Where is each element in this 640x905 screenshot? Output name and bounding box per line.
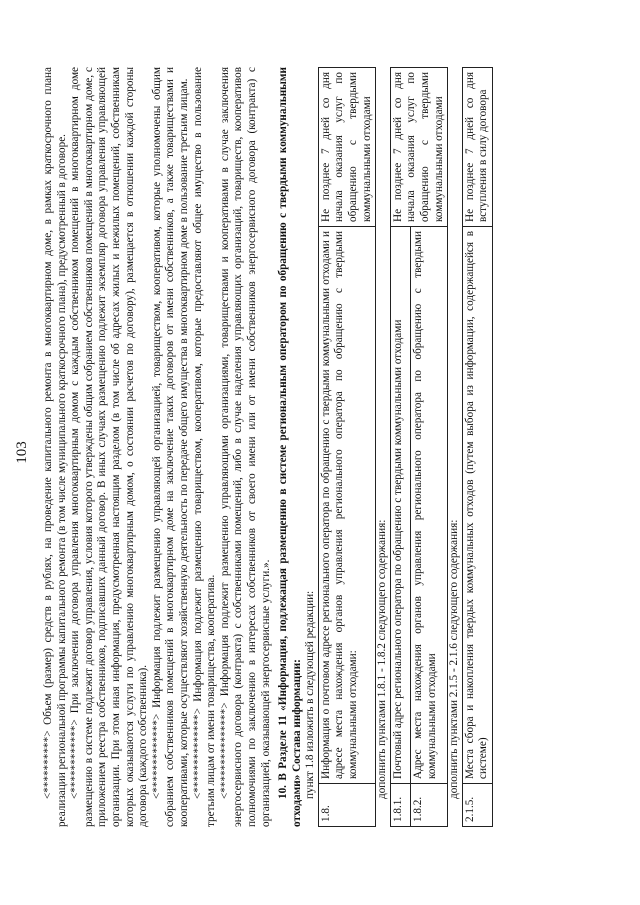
table-row <box>390 68 410 827</box>
item-deadline: Не позднее 7 дней со дня начала оказания услуг по обращению с твердыми коммунальными отходами <box>318 68 375 227</box>
item-description: Почтовый адрес регионального оператора по обращению с твердыми коммунальными отходами <box>390 227 410 784</box>
item-number: 1.8.1. <box>390 784 410 827</box>
item-description: Информация о почтовом адресе регионального оператора по обращению с твердыми коммунальными отходами и адресе места нахождения органов управления регионального оператора по обращению с твердыми коммунальными отходами: <box>318 227 375 784</box>
item-number: 1.8. <box>318 784 375 827</box>
table-row <box>318 68 375 827</box>
amendment-note: пункт 1.8 изложить в следующей редакции: <box>304 590 317 799</box>
item-number: 1.8.2. <box>411 784 448 827</box>
info-table-3 <box>462 67 493 827</box>
item-deadline: Не позднее 7 дней со дня вступления в силу договора <box>462 68 492 227</box>
item-description: Адрес места нахождения органов управления регионального оператора по обращению с твердыми коммунальными отходами <box>411 227 448 784</box>
footnote-paragraph: <**********> Объем (размер) средств в рублях, на проведение капитального ремонта в многоквартирном доме, в рамках краткосрочного плана реализации региональной программы капитального ремонта (в том числе муниципального краткосрочного плана), предусмотренный в договоре. <box>42 67 68 827</box>
amendment-note: дополнить пунктами 2.1.5 - 2.1.6 следующего содержания: <box>448 519 461 799</box>
footnote-paragraph: <***************> Информация подлежит размещению управляющими организациями, товариществами и кооперативами в случае заключения энергосервисного договора (контракта) с собственниками помещений, либо в случае наделения управляющих организаций, товариществ, кооперативов полномочиями по заключению в интересах собственников от своего имени или от имени собственников энергосервисного договора (контракта) с организацией, оказывающей энергосервисные услуги.». <box>218 67 272 827</box>
item-deadline: Не позднее 7 дней со дня начала оказания услуг по обращению с твердыми коммунальными отходами <box>390 68 447 227</box>
page-number: 103 <box>14 441 30 464</box>
footnote-paragraph: <**************> Информация подлежит размещению товариществом, кооперативом, которые предоставляют общее имущество в пользование третьим лицам от имени товарищества, кооператива. <box>191 67 218 827</box>
document-body <box>42 67 493 827</box>
footnote-paragraph: <************> При заключении договора управления многоквартирным домом с каждым собственником помещений в многоквартирном доме размещению в системе подлежит договор управления, условия которого утверждены общим собранием собственников помещений в многоквартирном доме, с приложением реестра собственников, подписавших данный договор. В иных случаях размещению подлежит экземпляр договора управления управляющей организации. При этом иная информация, предусмотренная настоящим разделом (в том числе об адресах жилых и нежилых помещений, собственникам которых оказываются услуги по управлению многоквартирным домом, о состоянии расчетов по договору), размещается в отношении каждой стороны договора (каждого собственника). <box>69 67 150 827</box>
amendment-note: дополнить пунктами 1.8.1 - 1.8.2 следующего содержания: <box>376 519 389 799</box>
section-title: 10. В Разделе 11 «Информация, подлежащая размещению в системе региональным оператором по обращению с твердыми коммунальными отходами» Состава информации: <box>277 67 303 827</box>
item-description: Места сбора и накопления твердых коммунальных отходов (путем выбора из информации, содержащейся в системе) <box>462 227 492 784</box>
table-row <box>462 68 492 827</box>
info-table-2 <box>390 67 448 827</box>
info-table-1 <box>318 67 376 827</box>
item-number: 2.1.5. <box>462 784 492 827</box>
footnote-paragraph: <*************> Информация подлежит размещению управляющей организацией, товариществом, кооперативом, которые уполномочены общим собранием собственников помещений в многоквартирном доме на заключение таких договоров от имени собственников, а также товариществами и кооперативами, которые осуществляют хозяйственную деятельность по передаче общего имущества в многоквартирном доме в пользование третьим лицам. <box>150 67 190 827</box>
